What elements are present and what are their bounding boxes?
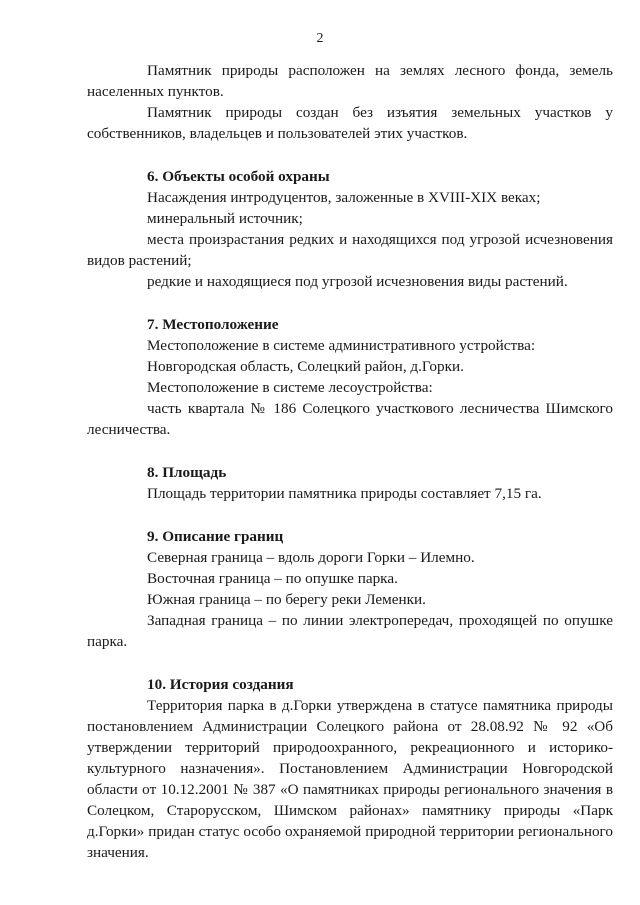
intro-paragraph-1: Памятник природы расположен на землях лесного фонда, земель населенных пунктов.	[87, 62, 613, 100]
section-9-item: Южная граница – по берегу реки Леменки.	[147, 591, 426, 608]
section-7-item: часть квартала № 186 Солецкого участкового лесничества Шимского лесничества.	[87, 400, 613, 438]
section-6-item: места произрастания редких и находящихся под угрозой исчезновения видов растений;	[87, 231, 613, 269]
intro-paragraph-2: Памятник природы создан без изъятия земельных участков у собственников, владельцев и пользователей этих участков.	[87, 104, 613, 142]
section-7-item: Новгородская область, Солецкий район, д.Горки.	[147, 358, 464, 375]
section-9-heading: 9. Описание границ	[147, 528, 284, 545]
document-body	[87, 60, 613, 863]
section-9-item: Северная граница – вдоль дороги Горки – Илемно.	[147, 549, 475, 566]
section-6-heading: 6. Объекты особой охраны	[147, 168, 330, 185]
section-10-heading: 10. История создания	[147, 676, 294, 693]
page-number: 2	[316, 31, 324, 46]
section-8-heading: 8. Площадь	[147, 464, 227, 481]
section-9-item: Западная граница – по линии электропередач, проходящей по опушке парка.	[87, 612, 613, 650]
section-10-paragraph: Территория парка в д.Горки утверждена в статусе памятника природы постановлением Администрации Солецкого района от 28.08.92 № 92 «Об утверждении территорий природоохранного, рекреационного и историко-культурного назначения». Постановлением Администрации Новгородской области от 10.12.2001 № 387 «О памятниках природы регионального значения в Солецком, Старорусском, Шимском районах» памятнику природы «Парк д.Горки» придан статус особо охраняемой природной территории регионального значения.	[87, 697, 613, 861]
section-6-item: редкие и находящиеся под угрозой исчезновения виды растений.	[147, 273, 568, 290]
section-7-heading: 7. Местоположение	[147, 316, 279, 333]
section-7-item: Местоположение в системе лесоустройства:	[147, 379, 433, 396]
section-7-item: Местоположение в системе административного устройства:	[147, 337, 536, 354]
section-9-item: Восточная граница – по опушке парка.	[147, 570, 398, 587]
section-8-item: Площадь территории памятника природы составляет 7,15 га.	[147, 485, 542, 502]
section-6-item: Насаждения интродуцентов, заложенные в XVIII-XIX веках;	[147, 189, 541, 206]
section-6-item: минеральный источник;	[147, 210, 303, 227]
